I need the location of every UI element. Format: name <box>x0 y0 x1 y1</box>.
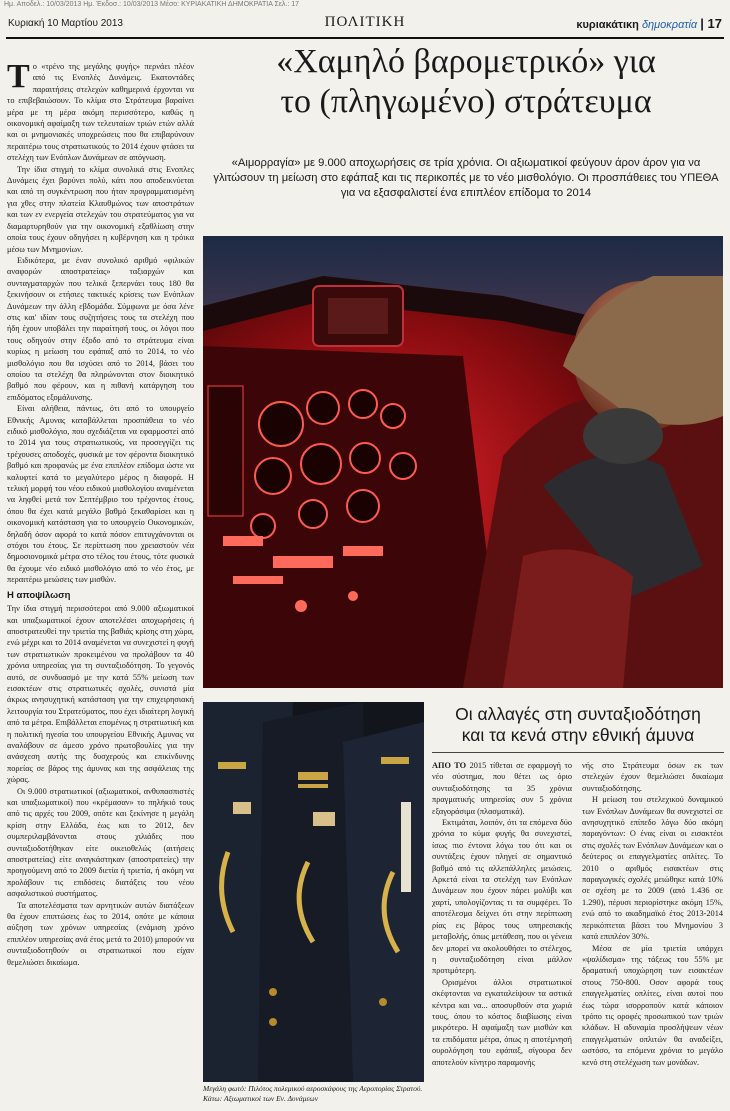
headline-line-1: «Χαμηλό βαρομετρικό» για <box>276 43 656 80</box>
sub-headline <box>432 704 724 746</box>
cockpit-photo <box>203 236 723 688</box>
sub-lead: ΑΠΟ ΤΟ <box>432 761 467 770</box>
brand-part-b: δημοκρατία <box>641 19 698 31</box>
paragraph-1: Το «τρένο της μεγάλης φυγής» περνάει πλέον από τις Ενοπλές Δυνάμεις. Εκατοντάδες παραιτήσεις στελεχών καθημερινά έρχονται να το επιβεβαιώσουν. Το κλίμα στο Στράτευμα βαραίνει μέρα με τη μέρα ακόμη περισσότερο, καθώς η οικονομική αφαίμαξη των τελευταίων τριών ετών αλλά και οι μνημονιακές υποχρεώσεις που θα επιβαρύνουν περαιτέρω τους στρατιωτικούς το 2014 έχουν φτάσει τα στελέχη των Ενόπλων Δυνάμεων σε απόγνωση. <box>7 58 194 163</box>
paragraph-4: Είναι αλήθεια, πάντως, ότι από το υπουργείο Εθνικής Αμυνας καταβάλλεται προσπάθεια το νέο ειδικό μισθολόγιο, που σχεδιάζεται να εφαρμοστεί από το 2014 για τους στρατιωτικούς, να προσεγγίζει τις τρέχουσες αποδοχές, φυσικά με τον φέροντα διοικητικό βαθμό και προφανώς με ένα επιπλέον επίδομα ώστε να καλυφτεί κατά το μεγαλύτερο μέρος η διαφορά. Η τελική μορφή του νέου ειδικού μισθολογίου αναμένεται να ληφθεί μετά τον Σεπτέμβριο του τρέχοντος έτους, όπου θα έχει κατά μεγάλο βαθμό ξεκαθαρίσει και η οικονομική κατάσταση για το υπουργείο Οικονομικών, δηλαδή όσον αφορά το κατά πόσον επιτυγχάνονται οι στόχοι του έτους. Σε περίπτωση που χρειαστούν νέα δημοσιονομικά μέτρα στο τέλος του έτους, τότε φυσικά θα έχουμε νέο ειδικό μισθολόγιο από το νέο έτος, με περαιτέρω μειώσεις των μισθών. <box>7 404 194 585</box>
sub-headline-line-1: Οι αλλαγές στη συνταξιοδότηση <box>455 704 701 724</box>
main-headline <box>212 42 720 122</box>
drop-cap: Τ <box>7 58 30 95</box>
sub-headline-line-2: και τα κενά στην εθνική άμυνα <box>461 725 695 745</box>
subhead: Η αποψίλωση <box>7 589 71 601</box>
newspaper-brand <box>576 16 722 31</box>
sub-paragraph-1: ΑΠΟ ΤΟ 2015 τίθεται σε εφαρμογή το νέο σύστημα, που θέτει ως όριο συνταξιοδότησης τα 35 χρόνια πραγματικής υπηρεσίας συν 5 χρόνια εξαγοράσιμα (πλασματικά). <box>432 761 572 816</box>
brand-part-a: κυριακάτικη <box>576 19 639 31</box>
paragraph-7: Τα αποτελέσματα των αρνητικών αυτών διατάξεων θα έχουν επιπτώσεις έως το 2014, οπότε με κάποια αύξηση των χρόνων υπηρεσίας (ενάμιση χρόνο επιπλέον υπηρεσίας ανά έτος μετά το 2010) μπορούν να συνταξιοδοτηθούν οι στρατιωτικοί που είχαν θεμελιώσει δικαίωμα. <box>7 900 194 967</box>
headline-line-2: το (πληγωμένο) στράτευμα <box>280 83 652 120</box>
issue-date: Κυριακή 10 Μαρτίου 2013 <box>8 18 123 29</box>
sub-column-2 <box>582 760 723 1068</box>
sub-paragraph-3: Ορισμένοι άλλοι στρατιωτικοί σκέφτονται να εγκαταλείψουν τα αστικά κέντρα και να... αποσυρθούν στα χωριά τους, όπου το κόστος διαβίωσης είναι μικρότερο. Η αφαίμαξη των μισθών και τα επιδόματα μέτρα, όπως η αποτέμνησή ουρολόγηση του εφάπαξ, σίγουρα δεν αποτελούν κίνητρο παραμονής <box>432 977 572 1067</box>
deck: «Αιμορραγία» με 9.000 αποχωρήσεις σε τρία χρόνια. Οι αξιωματικοί φεύγουν άρον άρον για να γλιτώσουν τη μείωση στο εφάπαξ και τις περικοπές με το νέο μισθολόγιο. Οι προσπάθειες του ΥΠΕΘΑ για να εξασφαλιστεί ένα επιπλέον επίδομα το 2014 <box>213 157 719 199</box>
left-column <box>7 58 194 968</box>
header-rule <box>6 37 724 39</box>
sub-paragraph-4: νής στο Στράτευμα όσων εκ των στελεχών έχουν θεμελιώσει δικαίωμα συνταξιοδότησης. <box>582 761 723 793</box>
sub-column-1 <box>432 760 572 1068</box>
paragraph-6: Οι 9.000 στρατιωτικοί (αξιωματικοί, ανθυπασπιστές και υπαξιωματικοί) που «κρέμασαν» το πηλήκιό τους από τις αρχές του 2009, οπότε και ξεκίνησε η μεγάλη κρίση στην Ελλάδα, έως και το 2012, δεν συμπεριλαμβάνονται στους χιλιάδες που συνταξιοδοτήθηκαν είτε οικειοθελώς (αιτήσεις αποστρατείας) είτε αναγκάστηκαν (αποστρατείες) την προηγούμενη από το 2009 διετία ή τριετία, ή ακόμη να προλάβουν τις επιδόσεις διατάξεις του νέου ασφαλιστικού συστήματος. <box>7 786 194 899</box>
paragraph-3: Ειδικότερα, με έναν συνολικό αριθμό «φιλικών αναφορών αποστρατείας» ταξιαρχών και συνταγματαρχών που τελικά ξεπερνάει τους 180 θα ξεκινήσουν οι ετήσιες τακτικές κρίσεις των Ενόπλων Δυνάμεων την άλλη εβδομάδα. Σύμφωνα με όσα λένε στις και' ιδίαν τους συζητήσεις τους τα στελέχη που ήδη έχουν υποβάλει την παραίτησή τους, οι λόγοι που τους οδηγούν στην έξοδο από το στράτευμα είναι κυρίως η μείωση του εφάπαξ από το 2014, το νέο μισθολόγιο που θα ισχύσει από το 2014, βάσει του οποίου τα στελέχη θα πληρώνονται στον διοικητικό βαθμό που φέρουν, και η πιθανή κατάργηση του επιδόματος εξομάλυνσης. <box>7 255 194 402</box>
clipping-meta: Ημ. Αποδελ.: 10/03/2013 Ημ. Έκδοσ.: 10/03/2013 Μέσο: ΚΥΡΙΑΚΑΤΙΚΗ ΔΗΜΟΚΡΑΤΙΑ Σελ.: 17 <box>4 1 300 8</box>
officers-illustration <box>203 702 424 1082</box>
sub-paragraph-6: Μέσα σε μία τριετία υπάρχει «ψαλίδισμα» της τάξεως του 55% με δραματική υποχώρηση των εισακτέων στους 750-800. Οσον αφορά τους επαγγελματίες οπλίτες, είναι αυτοί που έως τώρα ισορροπούν κατά κάποιον τρόπο τις οροφές προσωπικού των τριών κλάδων. Η αδυναμία προσλήψεων νέων επαγγελματιών οπλιτών θα αναδείξει, ωστόσο, τα επόμενα χρόνια το μεγάλο κενό στη στελέχωση των μονάδων. <box>582 943 723 1067</box>
sub-headline-rule <box>432 752 724 753</box>
paragraph-2: Την ίδια στιγμή το κλίμα συνολικά στις Ενοπλες Δυνάμεις έχει βαρύνει πολύ, κάτι που αποδεικνύεται και από τη συγκέντρωση που ήταν προγραμματισμένη για χθες στην πλατεία Κλαυθμώνος των αποστράτων και των εν ενεργεία στελεχών του στρατεύματος για να διαμαρτυρηθούν για την οικονομική εξαθλίωση στην οποία τους έχουν οδηγήσει η κυβέρνηση και η τρόικα μέσω των Μνημονίων. <box>7 164 194 254</box>
cockpit-illustration <box>203 236 723 688</box>
photo-caption: Μεγάλη φωτό: Πιλότος πολεμικού αεροσκάφους της Αεροπορίας Στρατού. Κάτω: Αξιωματικοί των Εν. Δυνάμεων <box>203 1084 423 1103</box>
paragraph-5: Την ίδια στιγμή περισσότεροι από 9.000 αξιωματικοί και υπαξιωματικοί έχουν αποτελέσει αποχωρήσεις ή αποστρατευθεί την τριετία της βαθιάς κρίσης στη χώρα, ενώ μέχρι και το 2014 αναμένεται να συνεχιστεί η φυγή των στρατιωτικών προκειμένου να προλάβουν τα 40 χρόνια υπηρεσίας για τη συνταξιοδότηση. Το γεγονός αυτό, σε συνδυασμό με την κατά 55% μείωση των εισακτέων στις στρατιωτικές σχολές, συνιστά μία άκρως ανησυχητική κατάσταση για την επιχειρησιακή λειτουργία του Στρατεύματος, που έχει ιδιαίτερη λογική από τα μέτρα. Επιβάλλεται επομένως η στρατιωτική και η πολιτική ηγεσία του υπουργείου Εθνικής Αμυνας να αναλάβουν σε άμεσο χρόνο πρωτοβουλίες για την ανάσχεση αυτής της δυσχερούς και επικίνδυνης πορείας σε βάρος της άμυνας και της ασφάλειας της χώρας. <box>7 604 194 785</box>
section-title: ΠΟΛΙΤΙΚΗ <box>324 14 406 30</box>
sub-paragraph-2: Εκτιμάται, λοιπόν, ότι τα επόμενα δύο χρόνια το κύμα φυγής θα συνεχιστεί, ίσως πιο έντονα λόγω του ότι και οι συντάξεις έχουν πληγεί σε σημαντικό βαθμό από τις αλλεπάλληλες μειώσεις. Αρκετά είναι τα στελέχη των Ενόπλων Δυνάμεων που έχουν πάρει μολύβι και χαρτί, υπολογίζοντας τι τα συμφέρει. Το αποτέλεσμα δείχνει ότι στην περίπτωση ρίας εις βάρος τους υπηρεσιακής μεταβολής, όπως μετάθεση, που οι γένεια δεν μπορεί να ακολουθήσει το στέλεχος, η συνταξιοδότηση είναι μάλλον προτιμότερη. <box>432 818 572 976</box>
page-number: | 17 <box>700 16 722 31</box>
officers-photo <box>203 702 424 1082</box>
sub-paragraph-5: Η μείωση του στελεχικού δυναμικού των Ενόπλων Δυνάμεων θα συνεχιστεί σε ανησυχητικό επίπεδο λόγω δύο ακόμη παραγόντων: Ο ένας είναι οι εισακτέοι στις σχολές των Ενόπλων Δυνάμεων και ο δεύτερος οι επαγγελματίες οπλίτες. Το 2010 ο αριθμός εισακτέων στις παραγωγικές σχολές μειώθηκε κατά 10% σε σχέση με το 2009 (από 1.436 σε 1.290), πέρυσι περιορίστηκε ακόμη 15%, ενώ από το ακαδημαϊκό έτος 2013-2014 περικόπτεται βάσει του Μνημονίου 3 κατά επιπλέον 30%. <box>582 795 723 942</box>
